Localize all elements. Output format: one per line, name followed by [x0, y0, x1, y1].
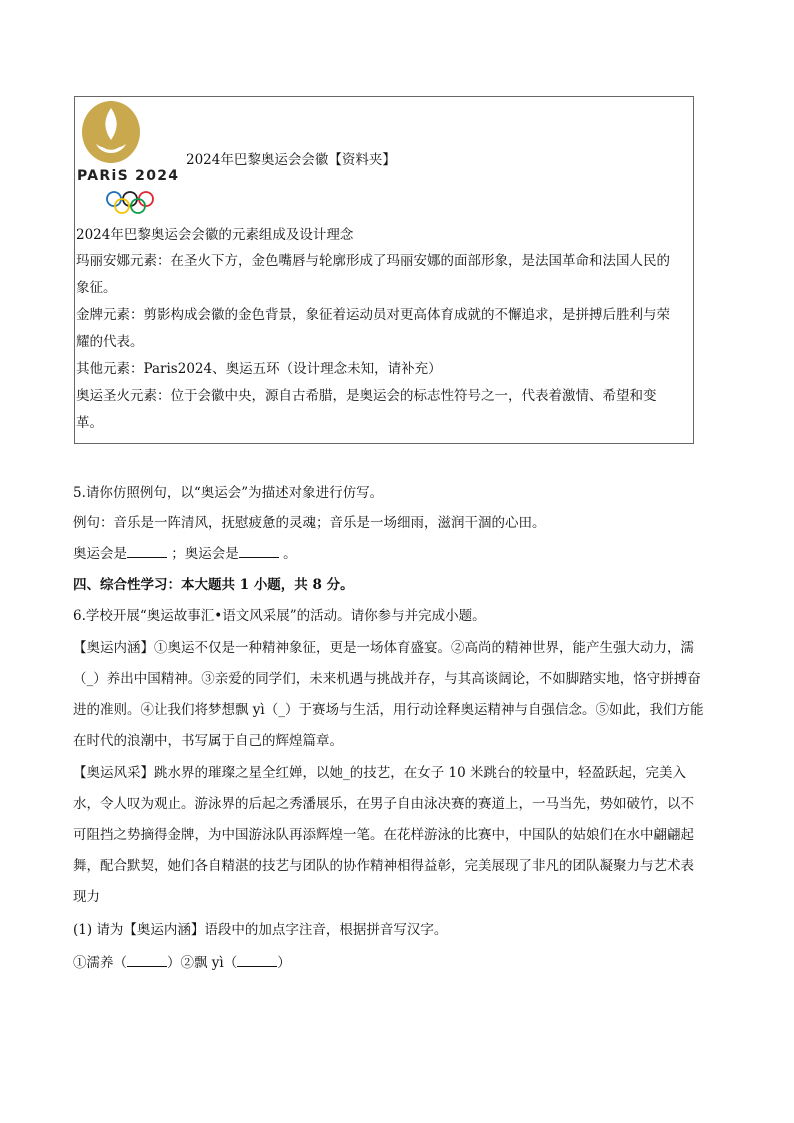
logo-caption: 2024年巴黎奥运会会徽【资料夹】: [186, 152, 396, 168]
box-title: 2024年巴黎奥运会会徽的元素组成及设计理念: [76, 227, 354, 243]
q5-answer-line: 奥运会是 ；奥运会是 。: [73, 543, 297, 564]
box-line: 玛丽安娜元素：在圣火下方，金色嘴唇与轮廓形成了玛丽安娜的面部形象，是法国革命和法国人民的: [76, 253, 670, 269]
hanzi-blank[interactable]: [237, 952, 277, 967]
q6-para1-line: 进的准则。④让我们将梦想飘 yì（_）于赛场与生活，用行动诠释奥运精神与自强信念。⑤如此，我们方能: [73, 702, 704, 718]
box-line: 耀的代表。: [76, 334, 144, 350]
q5-prompt: 5.请你仿照例句，以“奥运会”为描述对象进行仿写。: [73, 485, 384, 501]
q6-intro: 6.学校开展“奥运故事汇•语文风采展”的活动。请你参与并完成小题。: [73, 608, 486, 624]
svg-text:PARiS 2024: PARiS 2024: [77, 168, 180, 184]
box-line: 奥运圣火元素：位于会徽中央，源自古希腊，是奥运会的标志性符号之一，代表着激情、希望和变: [76, 388, 657, 404]
box-line: 革。: [76, 415, 103, 431]
q6-para2-line: 舞，配合默契，她们各自精湛的技艺与团队的协作精神相得益彰，完美展现了非凡的团队凝聚力与艺术表: [73, 858, 694, 874]
q6-para2-line: 水，令人叹为观止。游泳界的后起之秀潘展乐，在男子自由泳决赛的赛道上，一马当先，势如破竹，以不: [73, 796, 694, 812]
q6-para1-line: 在时代的浪潮中，书写属于自己的辉煌篇章。: [73, 733, 343, 749]
q6-para1-line: 【奥运内涵】①奥运不仅是一种精神象征，更是一场体育盛宴。②高尚的精神世界，能产生强大动力，濡: [73, 640, 694, 656]
q6-sub1-answers: ①濡养（ ）②飘 yì（ ）: [73, 952, 291, 973]
box-line: 金牌元素：剪影构成会徽的金色背景，象征着运动员对更高体育成就的不懈追求，是拼搏后胜利与荣: [76, 307, 670, 323]
q6-para2-line: 现力: [73, 889, 100, 905]
pinyin-blank[interactable]: [127, 952, 167, 967]
q6-para2-line: 【奥运风采】跳水界的璀璨之星全红婵，以她_的技艺，在女子 10 米跳台的较量中，轻盈跃起，完美入: [73, 765, 687, 781]
q6-sub1-prompt: (1) 请为【奥运内涵】语段中的加点字注音，根据拼音写汉字。: [73, 922, 448, 938]
box-line: 其他元素：Paris2024、奥运五环（设计理念未知，请补充）: [76, 361, 442, 377]
q6-para2-line: 可阻挡之势摘得金牌，为中国游泳队再添辉煌一笔。在花样游泳的比赛中，中国队的姑娘们在水中翩翩起: [73, 827, 694, 843]
q6-para1-line: （_）养出中国精神。③亲爱的同学们，未来机遇与挑战并存，与其高谈阔论，不如脚踏实地，恪守拼搏奋: [73, 671, 701, 687]
q5-example: 例句：音乐是一阵清风，抚慰疲惫的灵魂；音乐是一场细雨，滋润干涸的心田。: [73, 515, 546, 531]
section-heading: 四、综合性学习：本大题共 1 小题，共 8 分。: [73, 577, 354, 593]
box-line: 象征。: [76, 280, 117, 296]
paris-2024-emblem-icon: [76, 100, 186, 216]
answer-blank-2[interactable]: [239, 543, 279, 558]
answer-blank-1[interactable]: [127, 543, 167, 558]
